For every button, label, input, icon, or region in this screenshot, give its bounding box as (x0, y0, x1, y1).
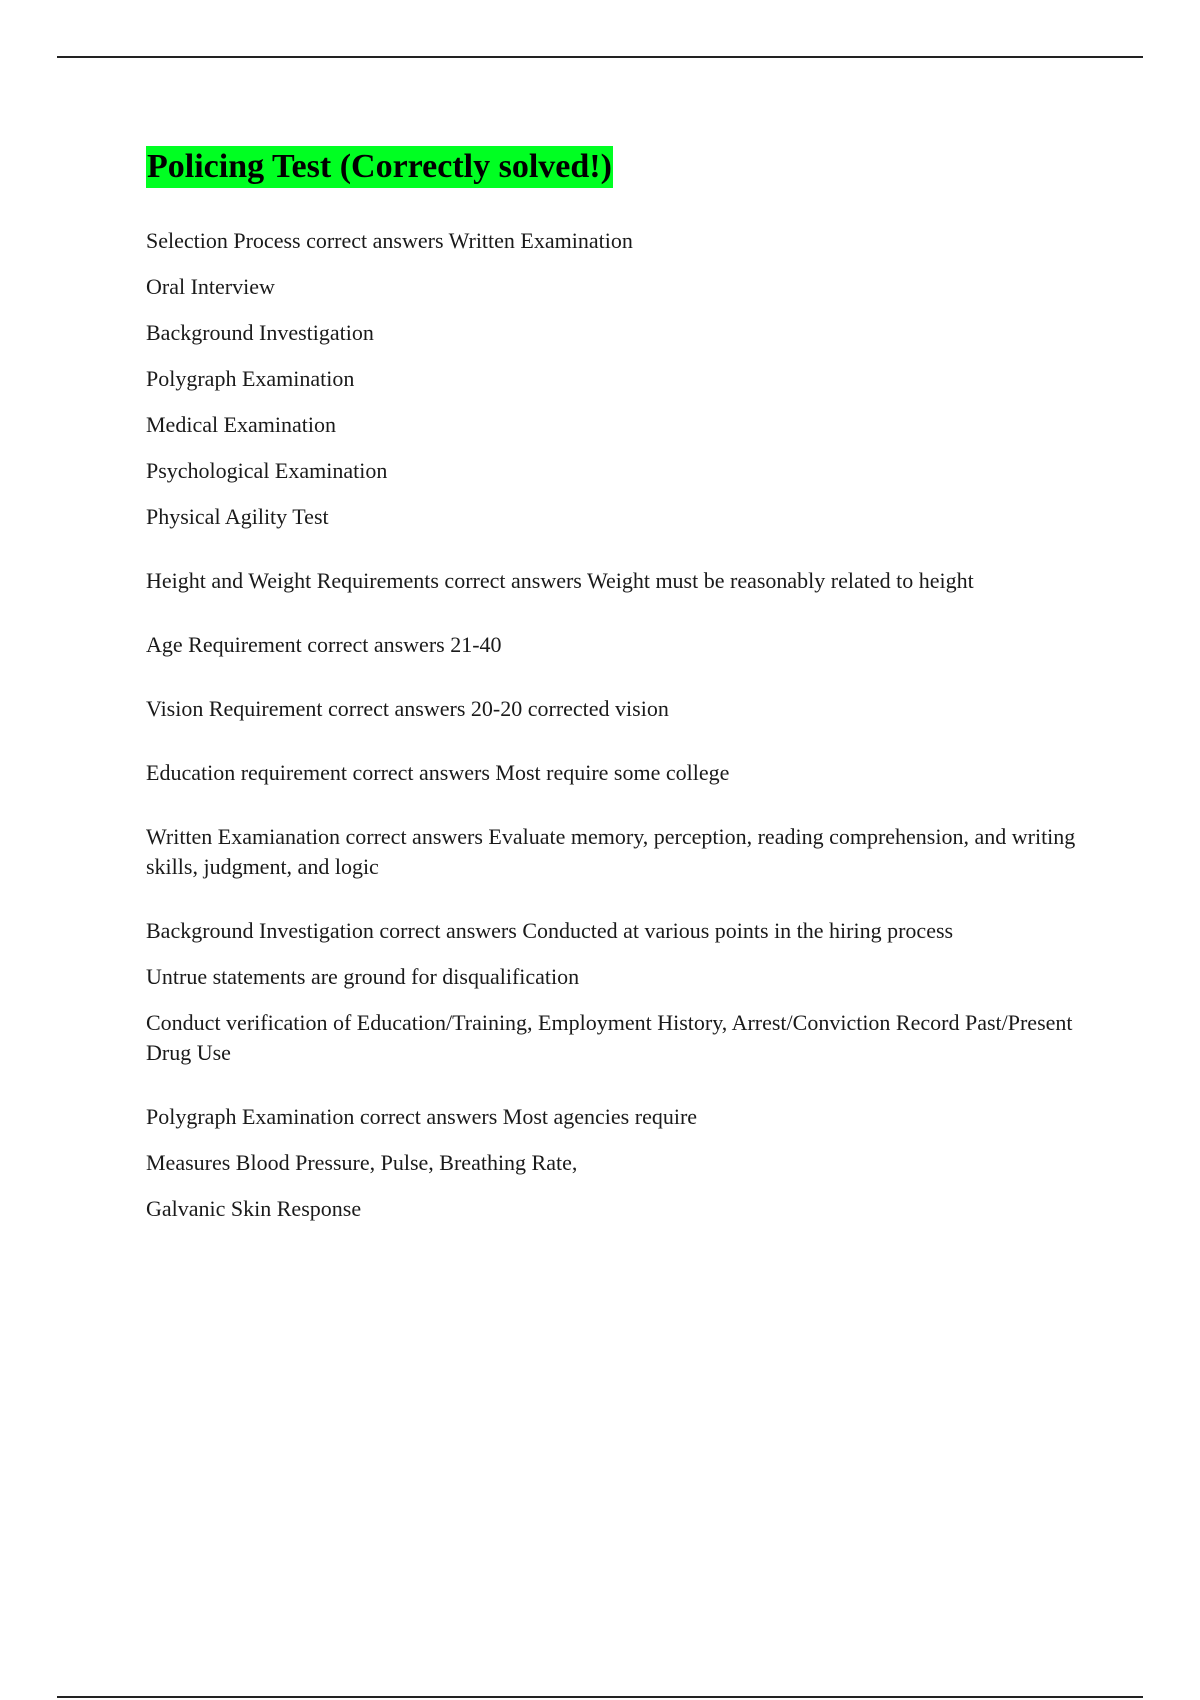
qa-line: Polygraph Examination (146, 366, 355, 391)
qa-line: Untrue statements are ground for disqualification (146, 964, 580, 989)
qa-written-exam (146, 822, 1086, 882)
qa-line: Medical Examination (146, 412, 336, 437)
qa-line: Measures Blood Pressure, Pulse, Breathing Rate, (146, 1150, 578, 1175)
qa-polygraph (146, 1102, 1086, 1224)
qa-background-investigation (146, 916, 1086, 1068)
qa-age (146, 630, 1086, 660)
qa-line: Galvanic Skin Response (146, 1196, 362, 1221)
qa-height-weight (146, 566, 1086, 596)
footer-rule (57, 1696, 1143, 1698)
document-body (146, 146, 1086, 1258)
qa-line: Conduct verification of Education/Training, Employment History, Arrest/Conviction Record Past/Present Drug Use (146, 1010, 1073, 1065)
qa-line: Vision Requirement correct answers 20-20 corrected vision (146, 696, 669, 721)
header-rule (57, 56, 1143, 58)
qa-selection-process (146, 226, 1086, 532)
qa-education (146, 758, 1086, 788)
qa-line: Polygraph Examination correct answers Most agencies require (146, 1104, 698, 1129)
qa-line: Age Requirement correct answers 21-40 (146, 632, 502, 657)
qa-line: Selection Process correct answers Written Examination (146, 228, 633, 253)
document-title: Policing Test (Correctly solved!) (146, 146, 613, 188)
qa-line: Psychological Examination (146, 458, 388, 483)
qa-line: Background Investigation correct answers Conducted at various points in the hiring process (146, 918, 954, 943)
qa-line: Background Investigation (146, 320, 374, 345)
qa-line: Oral Interview (146, 274, 275, 299)
qa-line: Height and Weight Requirements correct answers Weight must be reasonably related to height (146, 568, 974, 593)
qa-vision (146, 694, 1086, 724)
qa-line: Education requirement correct answers Most require some college (146, 760, 730, 785)
qa-line: Physical Agility Test (146, 504, 329, 529)
qa-line: Written Examianation correct answers Evaluate memory, perception, reading comprehension, and writing skills, judgment, and logic (146, 824, 1076, 879)
title-block (146, 146, 1086, 188)
